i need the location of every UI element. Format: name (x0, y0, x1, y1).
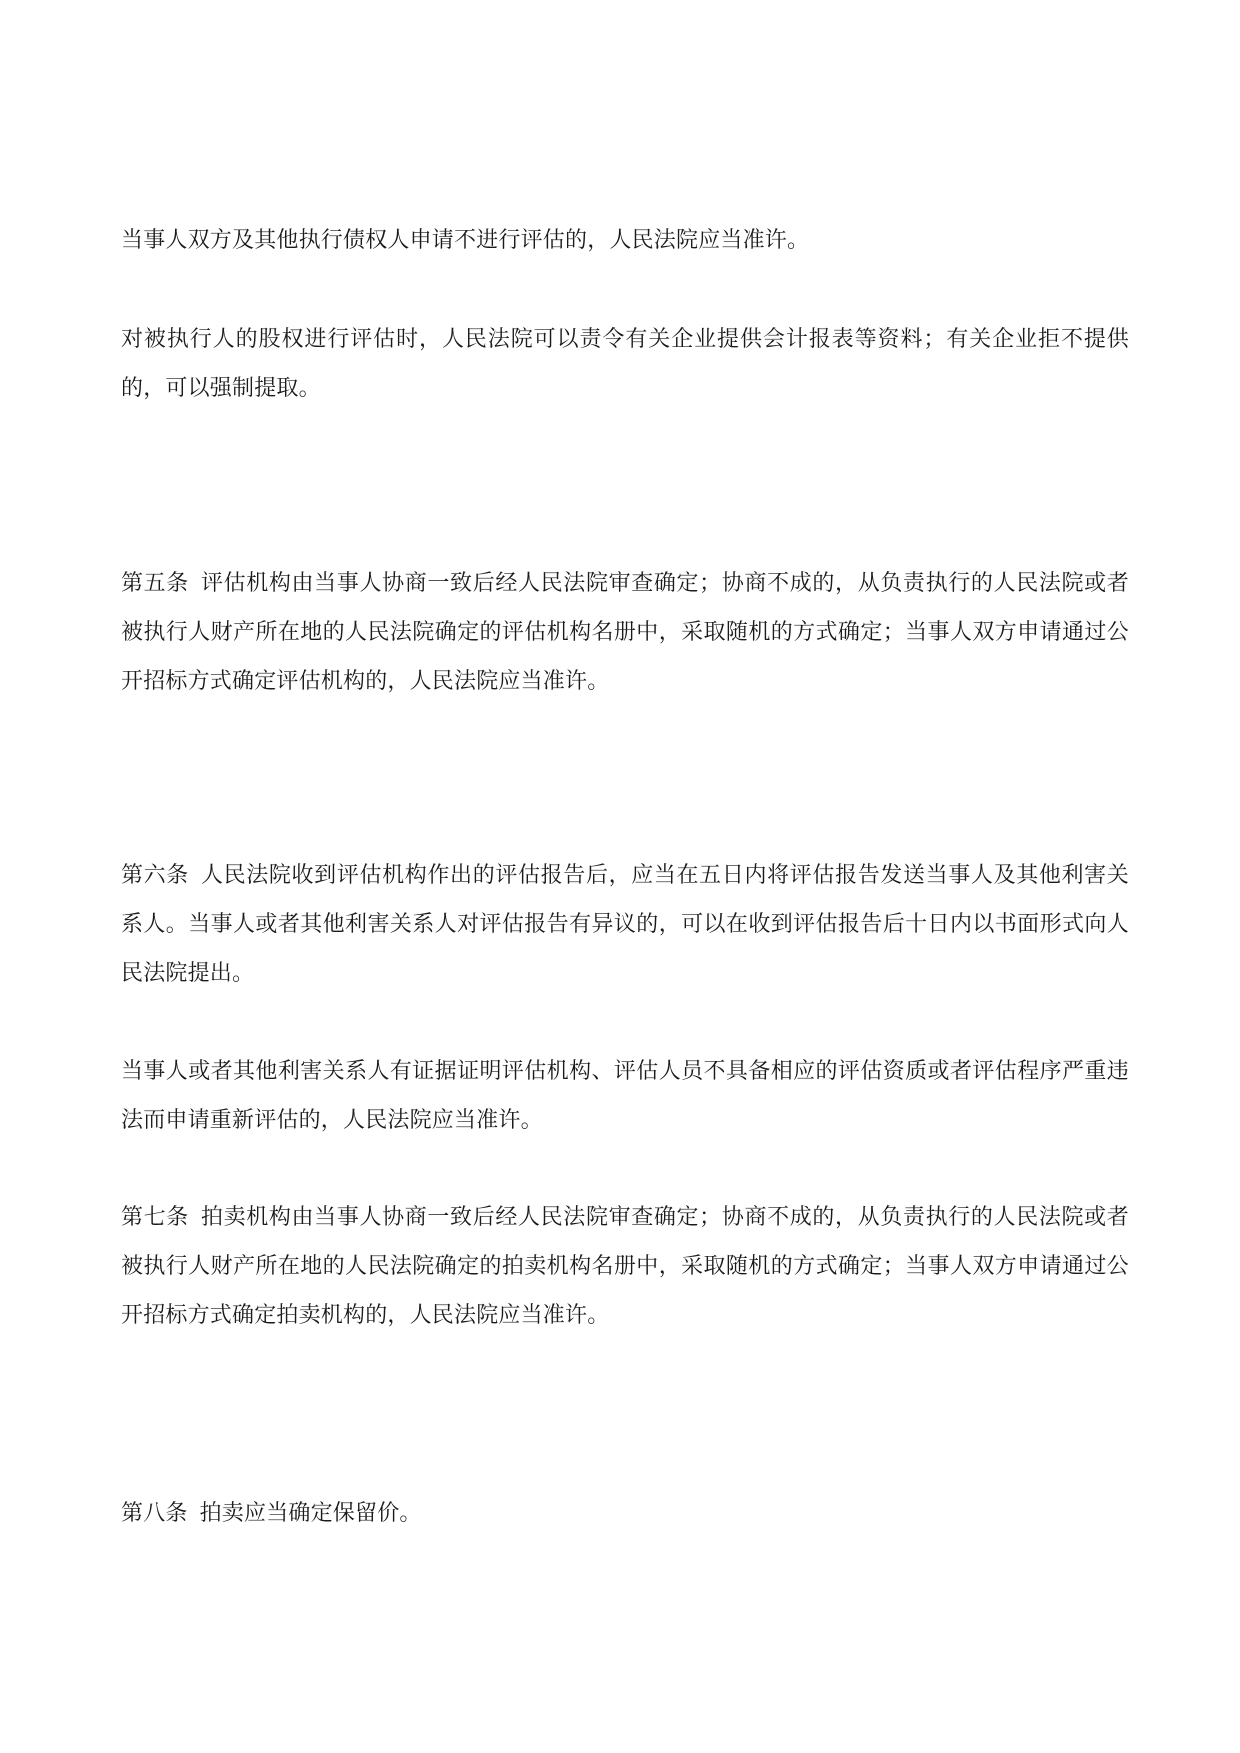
paragraph-text: 对被执行人的股权进行评估时，人民法院可以责令有关企业提供会计报表等资料；有关企业拒不提供的，可以强制提取。 (121, 327, 1129, 401)
article-label: 第六条 (121, 863, 189, 888)
paragraph-text: 拍卖应当确定保留价。 (199, 1501, 422, 1526)
paragraph-re-evaluation (121, 1047, 1129, 1145)
article-label: 第五条 (121, 571, 189, 596)
paragraph-text: 当事人或者其他利害关系人有证据证明评估机构、评估人员不具备相应的评估资质或者评估程序严重违法而申请重新评估的，人民法院应当准许。 (121, 1059, 1129, 1133)
paragraph-text: 当事人双方及其他执行债权人申请不进行评估的，人民法院应当准许。 (121, 228, 810, 253)
paragraph-article-6 (121, 851, 1129, 998)
paragraph-text: 拍卖机构由当事人协商一致后经人民法院审查确定；协商不成的，从负责执行的人民法院或者被执行人财产所在地的人民法院确定的拍卖机构名册中，采取随机的方式确定；当事人双方申请通过公开招标方式确定拍卖机构的，人民法院应当准许。 (121, 1205, 1130, 1328)
paragraph-no-evaluation-request (121, 216, 1129, 265)
paragraph-article-5 (121, 559, 1129, 706)
paragraph-article-7 (121, 1193, 1129, 1340)
article-label: 第七条 (121, 1205, 189, 1230)
paragraph-text: 评估机构由当事人协商一致后经人民法院审查确定；协商不成的，从负责执行的人民法院或者被执行人财产所在地的人民法院确定的评估机构名册中，采取随机的方式确定；当事人双方申请通过公开招标方式确定评估机构的，人民法院应当准许。 (121, 571, 1130, 694)
paragraph-article-8 (121, 1489, 1129, 1538)
article-label: 第八条 (121, 1501, 188, 1526)
paragraph-text: 人民法院收到评估机构作出的评估报告后，应当在五日内将评估报告发送当事人及其他利害关系人。当事人或者其他利害关系人对评估报告有异议的，可以在收到评估报告后十日内以书面形式向人民法院提出。 (121, 863, 1130, 986)
paragraph-equity-evaluation (121, 315, 1129, 413)
